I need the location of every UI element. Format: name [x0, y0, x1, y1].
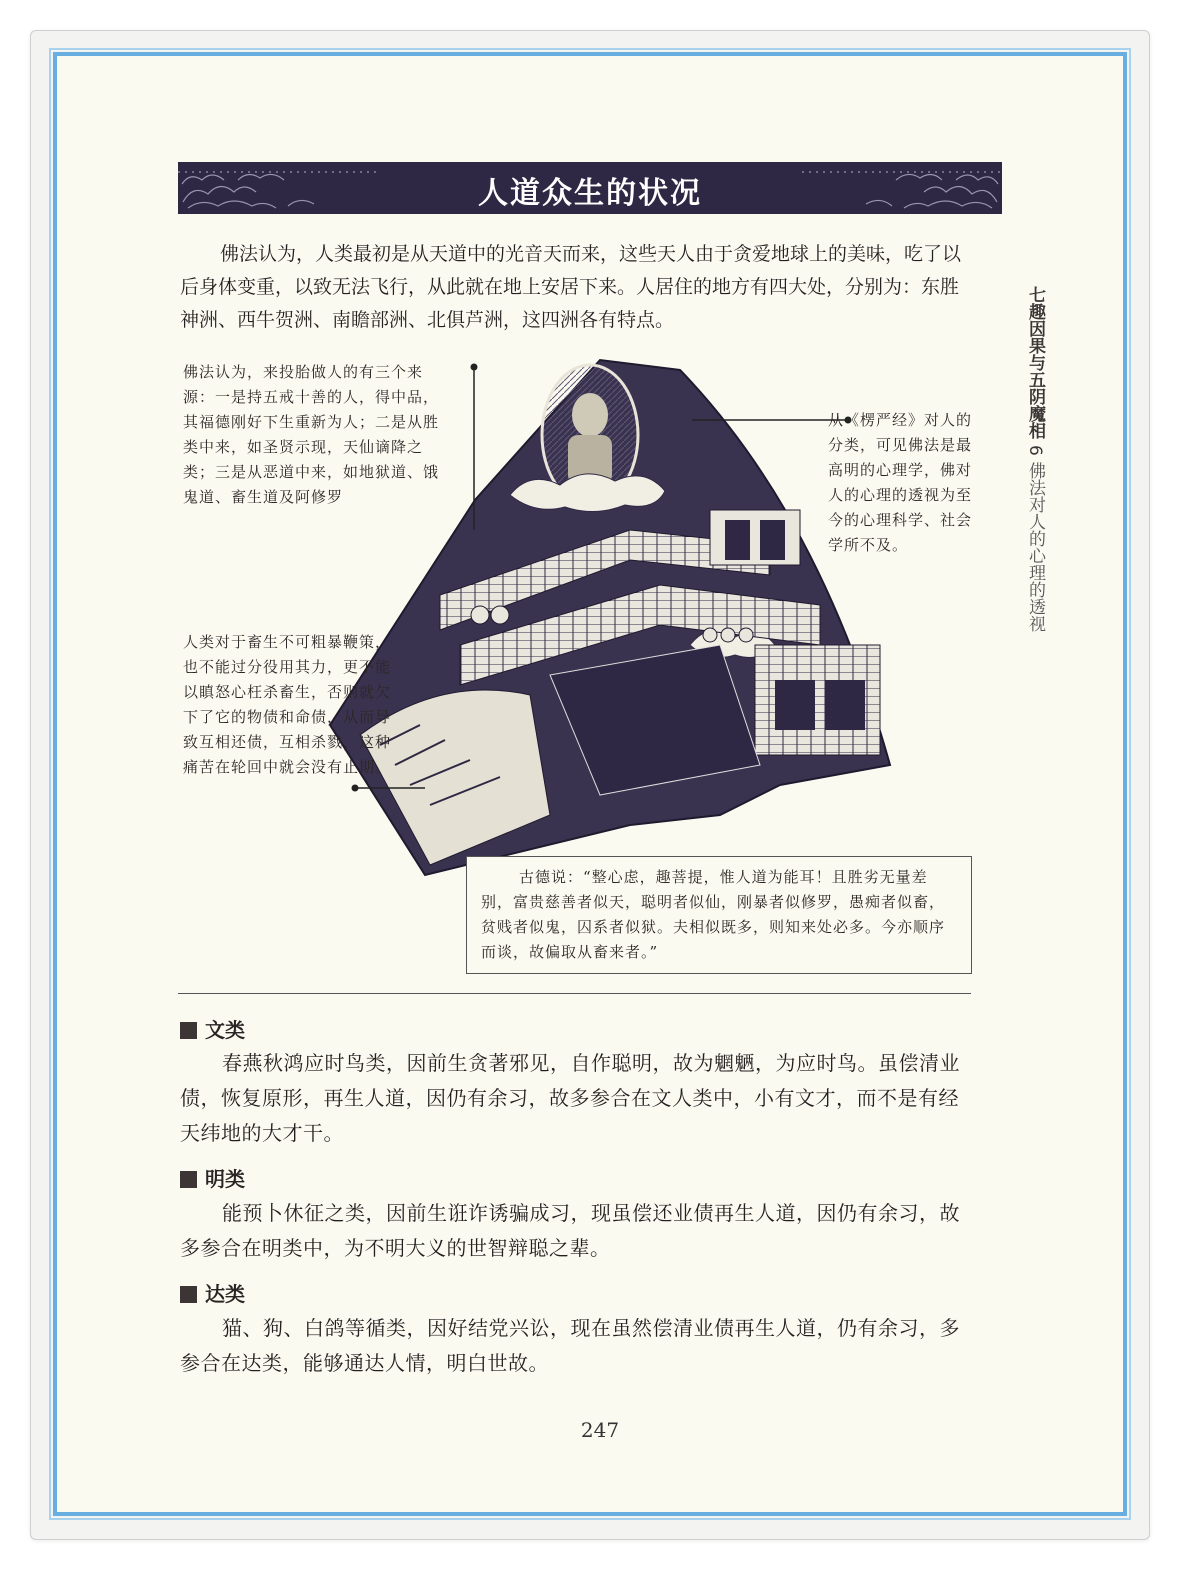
note-animals: 人类对于畜生不可粗暴鞭策，也不能过分役用其力，更不能以瞋怒心枉杀畜生，否则就欠下了它的物债和命债，从而导致互相还债，互相杀戮，这种痛苦在轮回中就会没有止期。: [183, 633, 392, 776]
square-bullet-icon: [180, 1171, 197, 1188]
chapter-title: 七趣因果与五阴魔相: [1025, 286, 1045, 439]
intro-paragraph: 佛法认为，人类最初是从天道中的光音天而来，这些天人由于贪爱地球上的美味，吃了以后身体变重，以致无法飞行，从此就在地上安居下来。人居住的地方有四大处，分别为：东胜神洲、西牛贺洲、南瞻部洲、北俱芦洲，这四洲各有特点。: [180, 243, 962, 331]
divider-rule: [178, 993, 971, 994]
section-body-ming: 能预卜休征之类，因前生诳诈诱骗成习，现虽偿还业债再生人道，因仍有余习，故多参合在明类中，为不明大义的世智辩聪之辈。: [180, 1201, 960, 1260]
page-number: 247: [580, 1418, 620, 1442]
quote-text: 古德说：“整心虑，趣菩提，惟人道为能耳！且胜劣无量差别，富贵慈善者似天，聪明者似仙，刚暴者似修罗，愚痴者似畜，贫贱者似鬼，囚系者似狱。夫相似既多，则知来处必多。今亦顺序而谈，故偏取从畜来者。”: [481, 868, 946, 961]
section-body-da: 猫、狗、白鸽等循类，因好结党兴讼，现在虽然偿清业债再生人道，仍有余习，多参合在达类，能够通达人情，明白世故。: [180, 1316, 960, 1375]
section-body-wen: 春燕秋鸿应时鸟类，因前生贪著邪见，自作聪明，故为魍魉，为应时鸟。虽偿清业债，恢复原形，再生人道，因仍有余习，故多参合在文人类中，小有文才，而不是有经天纬地的大才干。: [180, 1051, 960, 1145]
note-human-origins: 佛法认为，来投胎做人的有三个来源：一是持五戒十善的人，得中品，其福德刚好下生重新为人；二是从胜类中来，如圣贤示现，天仙谪降之类；三是从恶道中来，如地狱道、饿鬼道、畜生道及阿修罗: [183, 363, 440, 506]
side-running-head: [1020, 286, 1044, 632]
title-banner: [178, 162, 1002, 214]
page-title: 人道众生的状况: [478, 176, 702, 211]
section-title: 佛法对人的心理的透视: [1025, 461, 1045, 632]
chapter-number: 6: [1025, 445, 1045, 456]
square-bullet-icon: [180, 1286, 197, 1303]
section-heading-da: 达类: [180, 1281, 245, 1307]
section-heading-wen: 文类: [180, 1017, 245, 1043]
note-surangama: 从《楞严经》对人的分类，可见佛法是最高明的心理学，佛对人的心理的透视为至今的心理科学、社会学所不及。: [828, 411, 973, 554]
quote-box: [466, 856, 972, 974]
section-heading-ming: 明类: [180, 1166, 245, 1192]
square-bullet-icon: [180, 1022, 197, 1039]
